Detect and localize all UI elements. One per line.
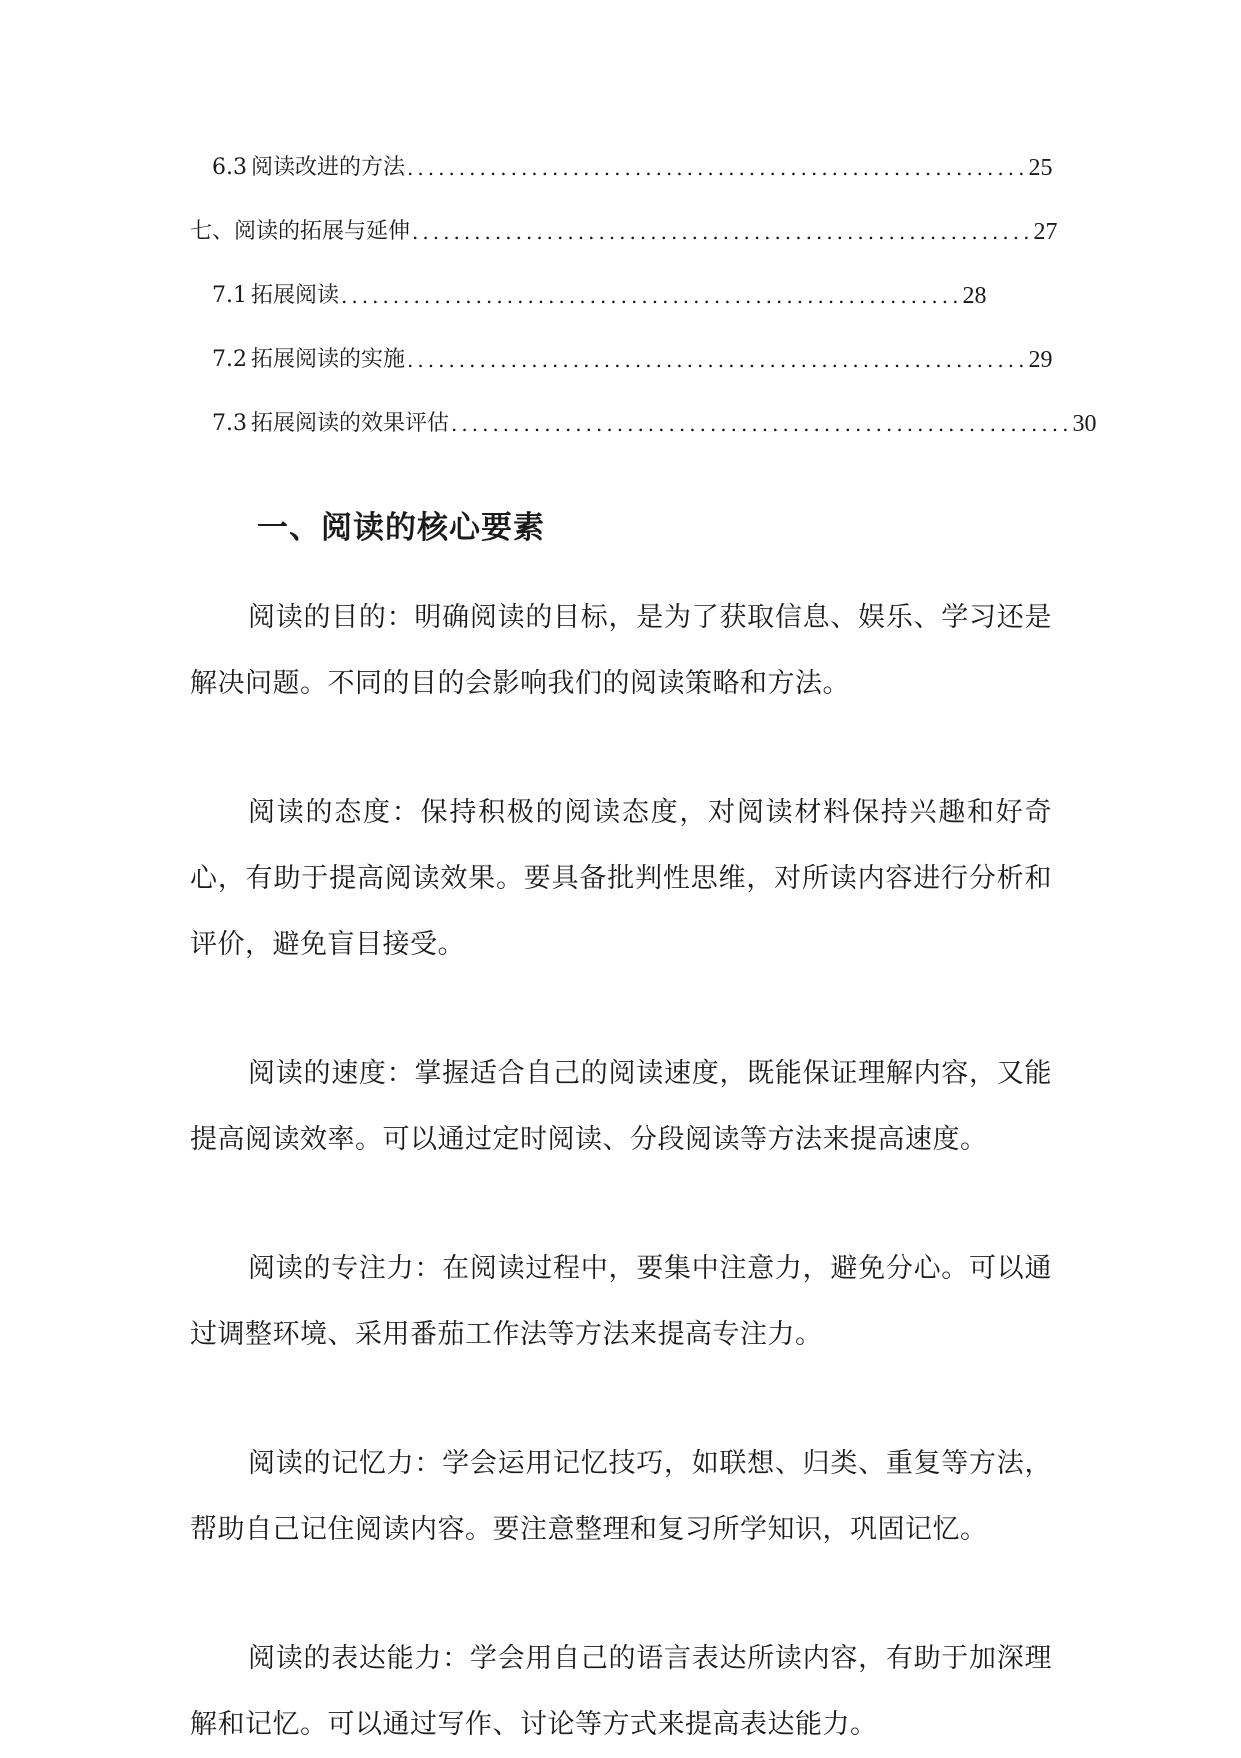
toc-entry-number: 七、 — [190, 219, 235, 244]
toc-entry-number: 7.2 — [212, 347, 247, 372]
toc-entry-title: 拓展阅读 — [251, 283, 340, 308]
toc-leader-dots: ............................................................ — [341, 284, 963, 308]
toc-entry-page: 30 — [1072, 411, 1097, 437]
toc-entry-title: 拓展阅读的实施 — [251, 347, 406, 372]
toc-leader-dots: ............................................................ — [407, 156, 1029, 180]
toc-entry-title: 拓展阅读的效果评估 — [251, 411, 450, 436]
section-heading: 一、阅读的核心要素 — [257, 510, 545, 546]
toc-entry[interactable] — [212, 276, 987, 316]
paragraph-expression: 阅读的表达能力：学会用自己的语言表达所读内容，有助于加深理解和记忆。可以通过写作、讨论等方式来提高表达能力。 — [190, 1643, 1052, 1740]
toc-entry-page: 29 — [1028, 347, 1053, 373]
toc-entry[interactable] — [190, 212, 1058, 252]
toc-leader-dots: ............................................................ — [451, 412, 1073, 436]
toc-entry[interactable] — [212, 340, 1053, 380]
toc-entry-page: 28 — [962, 283, 987, 309]
toc-entry-number: 7.3 — [212, 411, 247, 436]
toc-entry-title: 阅读的拓展与延伸 — [234, 219, 411, 244]
toc-entry-number: 6.3 — [212, 155, 247, 180]
toc-entry[interactable] — [212, 148, 1053, 188]
paragraph-attitude: 阅读的态度：保持积极的阅读态度，对阅读材料保持兴趣和好奇心，有助于提高阅读效果。要具备批判性思维，对所读内容进行分析和评价，避免盲目接受。 — [190, 797, 1052, 960]
paragraph-speed: 阅读的速度：掌握适合自己的阅读速度，既能保证理解内容，又能提高阅读效率。可以通过定时阅读、分段阅读等方法来提高速度。 — [190, 1058, 1052, 1155]
toc-entry[interactable] — [212, 404, 1097, 444]
toc-entry-title: 阅读改进的方法 — [251, 155, 406, 180]
toc-leader-dots: ............................................................ — [407, 348, 1029, 372]
paragraph-purpose: 阅读的目的：明确阅读的目标，是为了获取信息、娱乐、学习还是解决问题。不同的目的会影响我们的阅读策略和方法。 — [190, 602, 1052, 699]
toc-entry-page: 27 — [1033, 219, 1058, 245]
toc-leader-dots: ............................................................ — [412, 220, 1034, 244]
toc-entry-page: 25 — [1028, 155, 1053, 181]
paragraph-memory: 阅读的记忆力：学会运用记忆技巧，如联想、归类、重复等方法，帮助自己记住阅读内容。要注意整理和复习所学知识，巩固记忆。 — [190, 1448, 1052, 1545]
toc-entry-number: 7.1 — [212, 283, 247, 308]
paragraph-focus: 阅读的专注力：在阅读过程中，要集中注意力，避免分心。可以通过调整环境、采用番茄工作法等方法来提高专注力。 — [190, 1253, 1052, 1350]
